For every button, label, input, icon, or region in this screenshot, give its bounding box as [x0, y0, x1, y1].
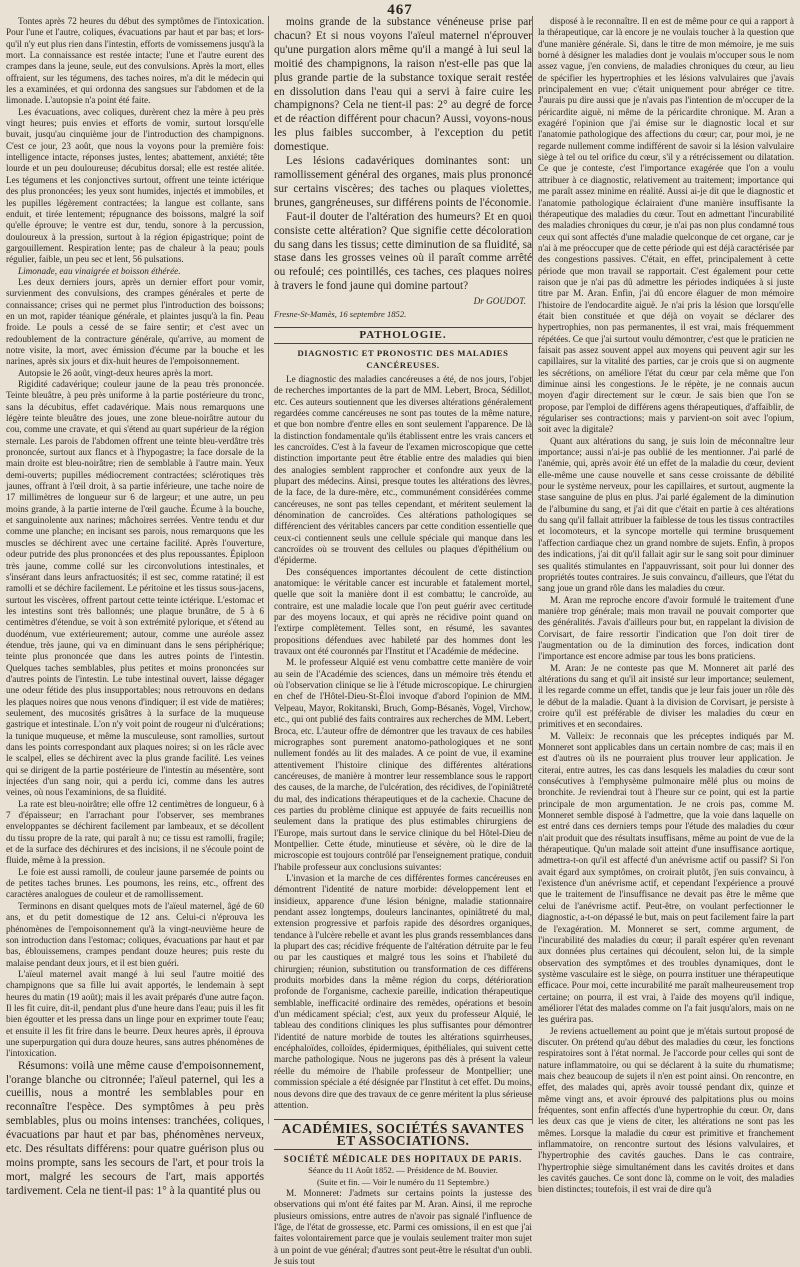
- paragraph: Résumons: voilà une même cause d'empoisonnement, l'orange blanche ou citronnée; l'aïeul paternel, qui les a cueillis, nous a montré les semblables pour en reconnaître l'espèce. Des symptômes à peu près semblables, plus ou moins intenses: tranchées, coliques, évacuations par haut et par bas, phénomènes nerveux, etc. Des résultats différens: pour quatre guérison plus ou moins prompte, sans les secours de l'art, et pour trois la mort, malgré les secours de l'art, mais apportés tardivement. Cela ne tient-il pas: 1° à la quantité plus ou: [6, 1059, 264, 1197]
- paragraph: Des conséquences importantes découlent de cette distinction anatomique: le véritable cancer est incurable et fatalement mortel, quelle que soit la manière dont il est combattu; le cancroïde, au contraire, est une maladie locale que l'on peut guérir avec certitude par des moyens locaux, et qui après ne récidive point quand on l'extirpe complètement. Telles sont, en résumé, les savantes propositions défendues avec habileté par des hommes dont les travaux ont été couronnés par l'Institut et l'Académie de médecine.: [274, 566, 532, 657]
- paragraph: Le diagnostic des maladies cancéreuses a été, de nos jours, l'objet de recherches importantes de la part de MM. Lebert, Broca, Sédillot, etc. Ces auteurs soutiennent que les diverses altérations généralement regardées comme cancéreuses ne sont pas toutes de la même nature, et que bon nombre d'entre elles en sont seulement l'apparence. De là la distinction fondamentale qu'ils établissent entre les vrais cancers et les cancroïdes. C'est à la faveur de l'examen microscopique que cette distinction importante peut être établie entre des maladies qui bien des analogies semblent rapprocher et confondre aux yeux de la plupart des médecins. Ainsi, presque toutes les altérations des lèvres, de la face, de la dure-mère, etc., communément considérées comme cancéreuses, ne sont pas telles cependant, et méritent seulement la dénomination de cancroïdes. Ces altérations pathologiques se différencient des véritables cancers par cette condition essentielle que ceux-ci contiennent seuls une cellule spéciale qui manque dans les cancroïdes où se trouvent des cellules ou plaques d'épithélium ou d'épiderme.: [274, 373, 532, 566]
- paragraph: Faut-il douter de l'altération des humeurs? Et en quoi consiste cette altération? Que signifie cette décoloration du sang dans les tissus; cette diminution de sa fluidité, sa stase dans les grosses veines où il paraît comme arrêté ou refoulé; ces pointillés, ces taches, ces plaques noires à travers le fond jaune qui domine partout?: [274, 210, 532, 293]
- society-name: SOCIÉTÉ MÉDICALE DES HOPITAUX DE PARIS.: [283, 1153, 523, 1164]
- session-note: (Suite et fin. — Voir le numéro du 11 Septembre.): [317, 1176, 489, 1187]
- author-signature: Dr GOUDOT.: [473, 296, 526, 307]
- paragraph: M. Valleix: Je reconnais que les préceptes indiqués par M. Monneret sont applicables dans un certain nombre de cas; mais il en est d'autres où ils ne pourraient plus trouver leur application. Je citerai, entre autres, les cas dans lesquels les maladies du cœur sont consécutives à l'emphysème pulmonaire mêlé plus ou moins de bronchite. Je reviendrai tout à l'heure sur ce point, qui est la partie principale de mon argumentation. Je ne crois pas, comme M. Monneret semble disposé à l'admettre, que la voie dans laquelle on est entré dans ces derniers temps pour l'étude des maladies du cœur n'ait produit que des résultats insuffisans, même au point de vue de la thérapeutique. Qu'un malade soit atteint d'une insuffisance aortique, admettra-t-on qu'il est affecté d'un anévrisme actif ou passif? Si l'on avait égard aux symptômes, on croirait plutôt, j'en suis convaincu, à l'existence d'un anévrisme actif, et cependant l'expérience a prouvé que le traitement de l'insuffisance ne devait pas être le même que celui de l'anévrisme actif. Peut-être, on voulant perfectionner le diagnostic, a-t-on dépassé le but, mais on peut facilement faire la part de l'exagération. M. Monneret se sert, comme argument, de l'incurabilité des maladies du cœur; il paraît espérer qu'en revenant aux données plus certaines qui découlent, selon lui, de la simple observation des symptômes et des troubles dynamiques, dont le système vasculaire est le siège, on pourra instituer une thérapeutique efficace. Pour moi, cette incurabilité me paraît malheureusement trop certaine; on pourra, il est vrai, à l'aide des moyens qu'il indique, améliorer l'état des malades comme on l'a fait jusqu'alors, mais on ne les guérira pas.: [538, 730, 794, 1025]
- paragraph: Le foie est aussi ramolli, de couleur jaune parsemée de points ou de petites taches brunes. Les poumons, les reins, etc., offrent des caractères analogues de couleur et de ramollissement.: [6, 866, 264, 900]
- paragraph: Tontes après 72 heures du début des symptômes de l'intoxication. Pour l'une et l'autre, coliques, évacuations par haut et par bas; et lors-qu'il n'y eut plus rien dans l'intestin, efforts de vomissemens jusqu'à la mort. La connaissance est restée intacte; l'une et l'autre eurent des crampes dans la jeune, seule, eut des convulsions. Après la mort, elles offraient, sur les tégumens, des taches noires, m'a dit le médecin qui les a examinées, et qui ordonna des sangsues sur l'abdomen et de la limonade. L'autopsie n'a point été faite.: [6, 16, 264, 106]
- column-divider: [268, 16, 269, 1124]
- paragraph: La rate est bleu-noirâtre; elle offre 12 centimètres de longueur, 6 à 7 d'épaisseur; en l'arrachant pour l'observer, ses membranes enveloppantes se déchirent facilement par lambeaux, et se décollent du tissu propre de la rate, qui paraît à nu; ce tissu est ramolli, fragile; et de la surface des déchirures et des incisions, il ne s'écoule point de fluide, même à la pression.: [6, 798, 264, 866]
- column-left: [6, 16, 264, 1197]
- article-title: DIAGNOSTIC ET PRONOSTIC DES MALADIES CANCÉREUSES.: [297, 348, 509, 370]
- paragraph: Les deux derniers jours, après un dernier effort pour vomir, survienment des convulsions, des crampes générales et perte de connaissance; crises qui ne permet plus l'introduction des boissons; en un mot, rapider téanique générale, et plaintes jusqu'à la fin. Peau froide. Le pouls a cessé de se faire sentir; et c'est avec un redoublement de la contracture générale, qu'arrive, au moment de notre visite, la mort, avec émission d'écume par la bouche et les narines, après six jours et dix-huit heures de l'empoisonnement.: [6, 276, 264, 367]
- paragraph: M. Aran: Je ne conteste pas que M. Monneret ait parlé des altérations du sang et qu'il ait insisté sur leur importance; seulement, il les regarde comme un effet, tandis que je leur fais jouer un rôle dès le début de la maladie. Quant à la division de Corvisart, je persiste à croire qu'il est préférable de diviser les maladies du cœur en primitives et en secondaires.: [538, 662, 794, 730]
- page-number: 467: [387, 2, 413, 18]
- paragraph: Les lésions cadavériques dominantes sont: un ramollissement général des organes, mais plus prononcé sur certains viscères; des taches ou plaques violettes, brunes, gangréneuses, sur différens points de l'économie.: [274, 155, 532, 209]
- paragraph: L'invasion et la marche de ces différentes formes cancéreuses en démontrent l'identité de nature morbide: développement lent et insidieux, apparence d'une lésion bénigne, maladie stationnaire pendant assez longtemps, douleurs lancinantes, opiniâtreté du mal, extension progressive et parfois rapide des désordres organiques, tendance à l'ulcère rebelle et avant les plus grands ressemblances dans la plupart des cas; récidive fréquente de l'altération détruite par le feu ou par les caustiques et malgré tous les soins et l'habileté du chirurgien; réunion, substitution ou transformation de ces différens produits morbides dans la même région du corps, détérioration profonde de l'organisme, cachexie pareille, indication thérapeutique semblable, inefficacité ordinaire des remèdes, opérations et besoin d'un médicament spécial; c'est, aux yeux du professeur Alquié, le tableau des conditions cliniques les plus suffisantes pour démontrer l'identité de nature morbide de toutes les altérations squirrheuses, encéphaloïdes, colloïdes, épidermiques, épithéliales, qui suivent cette marche pathologique. Nous ne jugerons pas dès à présent la valeur réelle du mémoire de l'habile professeur de Montpellier; une commission spéciale a été désignée par l'Institut à cet effet. Du moins, nous devons dire que des travaux de ce genre méritent la plus sérieuse attention.: [274, 872, 532, 1110]
- session-line: Séance du 11 Août 1852. — Présidence de M. Bouvier.: [308, 1165, 498, 1176]
- paragraph: Les évacuations, avec coliques, durèrent chez la mère à peu près vingt heures; puis envies et efforts de vomir, surtout lorsqu'elle buvait, jusqu'au cinquième jour de l'introduction des champignons. C'est ce jour, 23 août, que nous la voyons pour la première fois: intelligence intacte, réponses justes, lentes; abattement, anxiété; tête lourde et un peu douloureuse; décubitus dorsal; elle est restée alitée. Les tégumens et les conjonctives surtout, offrent une teinte ictérique des plus prononcées; les yeux sont humides, injectés et immobiles, et les pupilles légèrement contractées; la langue est collante, sans enduit, et tirée lentement; répugnance des boissons, malgré la soif qu'elle éprouve; le ventre est dur, tendu, sonore à la percussion, douloureux à la pression, surtout à la région épigastrique; point de gargouillement. Respiration lente; pas de chaleur à la peau; pouls régulier, faible, un peu sec et lent, 56 pulsations.: [6, 106, 264, 265]
- paragraph: Autopsie le 26 août, vingt-deux heures après la mort.: [18, 367, 213, 378]
- column-right: [538, 16, 794, 1195]
- section-title: PATHOLOGIE.: [274, 327, 532, 344]
- column-middle: [274, 16, 532, 1266]
- column-divider: [532, 16, 533, 1124]
- paragraph: Je reviens actuellement au point que je m'étais surtout proposé de discuter. On prétend qu'au début des maladies du cœur, les fonctions respiratoires sont à l'état normal. Je l'accorde pour celles qui sont de nature inflammatoire, ou qui se déclarent à la suite du rhumatisme; mais chez beaucoup de sujets il n'en est point ainsi. On rencontre, en effet, des malades qui, après avoir toussé pendant dix, quinze et même vingt ans, et avoir éprouvé des palpitations plus ou moins fréquentes, sont enfin affectés d'une hypertrophie du cœur. Or, dans les deux cas que je viens de citer, les altérations ne sont pas les mêmes. Lorsque la maladie du cœur est primitive et franchement inflammatoire, on rencontre surtout des lésions valvulaires, et l'hypertrophie des cavités gauches. Dans le cas contraire, l'hypertrophie siège simultanément dans les cavités droites et dans les cavités gauches. Ce sont donc là, comme on le voit, des maladies bien distinctes; toutefois, il est vrai de dire qu'à: [538, 1025, 794, 1195]
- paragraph: L'aïeul maternel avait mangé à lui seul l'autre moitié des champignons que sa fille lui avait apportés, le lendemain à sept heures du matin (19 août); mais il les avait préparés d'une autre façon. Il les fit cuire, dit-il, pendant plus d'une heure dans l'eau; puis il les fit bien égoutter et les pressa dans un linge pour en exprimer toute l'eau; et ensuite il les fit frire dans le beurre. Deux heures après, il éprouva une superpurgation qui dura douze heures, sans autres phénomènes de l'intoxication.: [6, 968, 264, 1059]
- prescription: Limonade, eau vinaigrée et boisson éthérée.: [18, 265, 181, 276]
- paragraph: Quant aux altérations du sang, je suis loin de méconnaître leur importance; aussi n'ai-je pas oublié de les mentionner. J'ai parlé de l'anémie, qui, après avoir été un effet de la maladie du cœur, devient elle-même une cause nouvelle et sans cesse croissante de débilité pour le système nerveux, pour les capillaires, et surtout, augmente la stase sanguine de plus en plus. J'ai parlé également de la diminution de l'albumine du sang, et j'ai dit que c'était en partie à ces altérations du sang qu'il fallait attribuer la faiblesse de tous les tissus contractiles et locomoteurs, et la syncope mortelle qui termine brusquement l'affection cardiaque chez un grand nombre de sujets. Enfin, à propos des indications, j'ai dit qu'il fallait agir sur le sang soit pour diminuer ses qualités stimulantes en l'appauvrissant, soit pour lui donner des propriétés toutes contraires. Je suis convaincu, d'ailleurs, que l'état du sang joue un grand rôle dans les maladies du cœur.: [538, 435, 794, 594]
- paragraph: M. Aran me reproche encore d'avoir formulé le traitement d'une manière trop générale; mais mon travail ne pouvait comporter que des généralités. J'avais d'ailleurs pour but, en rappelant la division de Corvisart, de faire ressortir l'indication que l'on doit tirer de l'augmentation ou de la diminution des forces, indication dont l'importance est encore admise par tous les bons praticiens.: [538, 594, 794, 662]
- societies-heading: ACADÉMIES, SOCIÉTÉS SAVANTES ET ASSOCIATIONS.: [274, 1119, 532, 1150]
- paragraph: Terminons en disant quelques mots de l'aïeul maternel, âgé de 60 ans, et du petit domestique de 12 ans. Celui-ci n'éprouva les phénomènes de l'empoisonnement qu'à la vingt-neuvième heure de son introduction dans l'estomac; coliques, évacuations par haut et par bas, éblouissemens, crampes pendant douze heures; puis reste du malaise pendant deux jours, et il est bien guéri.: [6, 900, 264, 968]
- paragraph: disposé à le reconnaître. Il en est de même pour ce qui a rapport à la thérapeutique, car là encore je ne voulais toucher à la question que d'une manière générale. Si, dans le titre de mon mémoire, je me suis borné à désigner les maladies dont je voulais m'occuper sous le nom assez vague, j'en conviens, de maladies chroniques du cœur, au lieu de spécifier les hypertrophies et les lésions valvulaires que j'avais principalement en vue; c'était uniquement pour abréger ce titre. J'aurais pu dire aussi que je n'avais pas l'intention de m'occuper de la péricardite aiguë, ni même de la péricardite chronique. M. Aran a exagéré l'opinion que j'ai émise sur le diagnostic local et sur l'anatomie pathologique des affections du cœur; car, pour moi, je ne regarde nullement comme indifférent de savoir si la lésion valvulaire siège à tel ou tel orifice du cœur, s'il y a rétrécissement ou dilatation. Ce que je conteste, c'est l'importance exagérée que l'on a voulu attribuer à ce diagnostic, relativement au traitement; importance qui me paraît assez minime en réalité. Aussi ai-je dit que le diagnostic et l'anatomie pathologique éclairaient d'une manière insuffisante la thérapeutique des maladies du cœur. Tout en admettant l'incurabilité des maladies chroniques du cœur, je n'ai pas non plus condamné tous ceux qui sont affectés d'une maladie quelconque de cet organe, car je n'ai à me préoccuper que de cette période qui est déjà caractérisée par des congestions passives. C'était, en effet, principalement à cette période que mon travail se rapportait. C'est également pour cette raison que je n'ai pas dû admettre les périodes indiquées à si juste titre par M. Aran. Enfin, j'ai dû encore élaguer de mon mémoire l'histoire de l'endocardite aiguë. Je n'ai pris la lésion que lorsqu'elle était bien constituée et que déjà on voyait se déclarer des hypertrophies, non pas permanentes, il est vrai, mais fréquemment répétées. Ce que j'ai surtout voulu démontrer, c'est que le praticien ne faisait pas assez souvent appel aux moyens qui peuvent agir sur les capillaires, sur la vitalité des parties, car je crois que si on augmente les sécrétions, on améliore l'état du cœur par cela même que l'on diminue ainsi les congestions. Je le répète, je ne connais aucun moyen d'agir directement sur le cœur. Je sais bien que l'on se propose, par l'emploi de différens agens thérapeutiques, d'affaiblir, de régulariser ses contractions; mais y parvient-on soit avec l'opium, soit avec la digitale?: [538, 16, 794, 435]
- paragraph: M. Monneret: J'admets sur certains points la justesse des observations qui m'ont été faites par M. Aran. Ainsi, il me reproche plusieurs omissions, entre autres de n'avoir pas signalé l'influence de l'âge, de l'état de grossesse, etc. Parmi ces omissions, il en est que j'ai faites volontairement parce que je voulais seulement traiter mon sujet à un point de vue général; d'autres sont peut-être le résultat d'un oubli. Je suis tout: [274, 1187, 532, 1266]
- dateline: Fresne-St-Mamès, 16 septembre 1852.: [274, 309, 407, 320]
- paragraph: M. le professeur Alquié est venu combattre cette manière de voir au sein de l'Académie des sciences, dans un mémoire très étendu et où l'observation clinique se lie à l'étude microscopique. Le chirurgien en chef de l'Hôtel-Dieu-St-Éloi invoque d'abord l'opinion de MM. Velpeau, Mayor, Rokitanski, Bruch, Gomp-Bésanès, Vogel, Virchow, etc., qui ont publié des faits contraires aux recherches de MM. Lebert, Broca, etc. L'auteur offre de démontrer que les travaux de ces habiles micrographes sont purement anatomo-pathologiques et ne sont nullement fondés au lit des malades. A ce point de vue, il examine attentivement l'histoire clinique des différentes altérations cancéreuses, de manière à montrer leur ressemblance sous le rapport des causes, de la marche, de l'ulcération, des récidives, de l'opiniâtreté du mal, des indications thérapeutiques et de la cachexie. Chacune de ces parties du problème clinique est appuyée de faits recueillis non seulement dans la pratique des plus estimables chirurgiens de l'Europe, mais surtout dans le service clinique du bel Hôtel-Dieu de Montpellier. Cette étude, minutieuse et sévère, où le dire de la microscopie est toujours contrôlé par l'enseignement pratique, conduit l'habile professeur aux conclusions suivantes:: [274, 657, 532, 872]
- paragraph: moins grande de la substance vénéneuse prise par chacun? Et si nous voyons l'aïeul maternel n'éprouver qu'une purgation alors même qu'il a mangé à lui seul la moitié des champignons, la raison n'est-elle pas que la plus grande partie de la substance toxique serait restée en dissolution dans l'eau qui a servi à faire cuire les champignons? Cela ne tient-il pas: 2° au degré de force et de réaction différent pour chacun? Aussi, voyons-nous les plus faibles succomber, à l'exception du petit domestique.: [274, 16, 532, 154]
- paragraph: Rigidité cadavérique; couleur jaune de la peau très prononcée. Teinte bleuâtre, à peu près uniforme à la partie postérieure du tronc, sans la décubitus, effet cadavérique. Mais nous remarquons une légère teinte bleuâtre des joues, une zone bleue-noirâtre autour du cou, comme une cravate, et qui s'étend au quart supérieur de la région sternale. Les parois de l'abdomen offrent une teinte bleu-verdâtre très prononcée, surtout aux flancs et à l'hypogastre; la face dorsale de la main droite est bleu-noirâtre; rien de semblable à l'autre main. Yeux demi-ouverts; pupilles médiocrement contractées; sclérotiques très jaunes, offrant à l'œil droit, à sa partie inférieure, une tache noire de 17 millimètres de longueur sur 6 de largeur; et une autre, un peu moins grande, à la partie interne de l'œil gauche. Écume à la bouche, et sanguinolente aux narines; mâchoires serrées. Ventre tendu et dur comme une planche; en incisant ses parois, nous remarquons que les muscles se déchirent avec une certaine facilité. Après l'ouverture, odeur putride des plus prononcées et des plus repoussantes. Épiploon très jaune, comme collé sur les circonvolutions intestinales, et s'insérant dans leurs anfractuosités; il est sec, comme ratatiné; il est ramolli et se déchire facilement. Le péritoine et les tissus sous-jacens, surtout les viscères, offrent partout cette teinte ictérique. L'estomac et les intestins sont très ballonnés; une plaque brunâtre, de 5 à 6 centimètres d'étendue, se voit à son extrémité pylorique, et s'étend au duodénum, vue extérieurement; autour, comme une auréole assez étendue, très jaune, qui va en diminuant dans le sens périphérique; teinte plus prononcée que dans les autres points de l'intestin. Quelques taches semblables, plus petites et moins prononcées sur d'autres points de l'intestin. Le tube intestinal ouvert, laisse dégager une odeur fétide des plus insupportables; nous retrouvons en dedans les plaques noires que nous venons d'indiquer; il est vide de matières; seulement, des mucosités grisâtres à la surface de la muqueuse gastrique et intestinale. L'on n'y voit point de rougeur ni d'ulcérations; la tunique muqueuse, et même la musculeuse, sont ramollies, surtout dans les points correspondant aux plaques noires; si on les râcle avec le scalpel, elles se déchirent avec la plus grande facilité. Les veines qui se dirigent de la partie postérieure de l'intestin au mésentère, sont injectées d'un sang noir, qui a perdu ici, comme dans les autres veines, où nous l'examinions, de sa fluidité.: [6, 379, 264, 798]
